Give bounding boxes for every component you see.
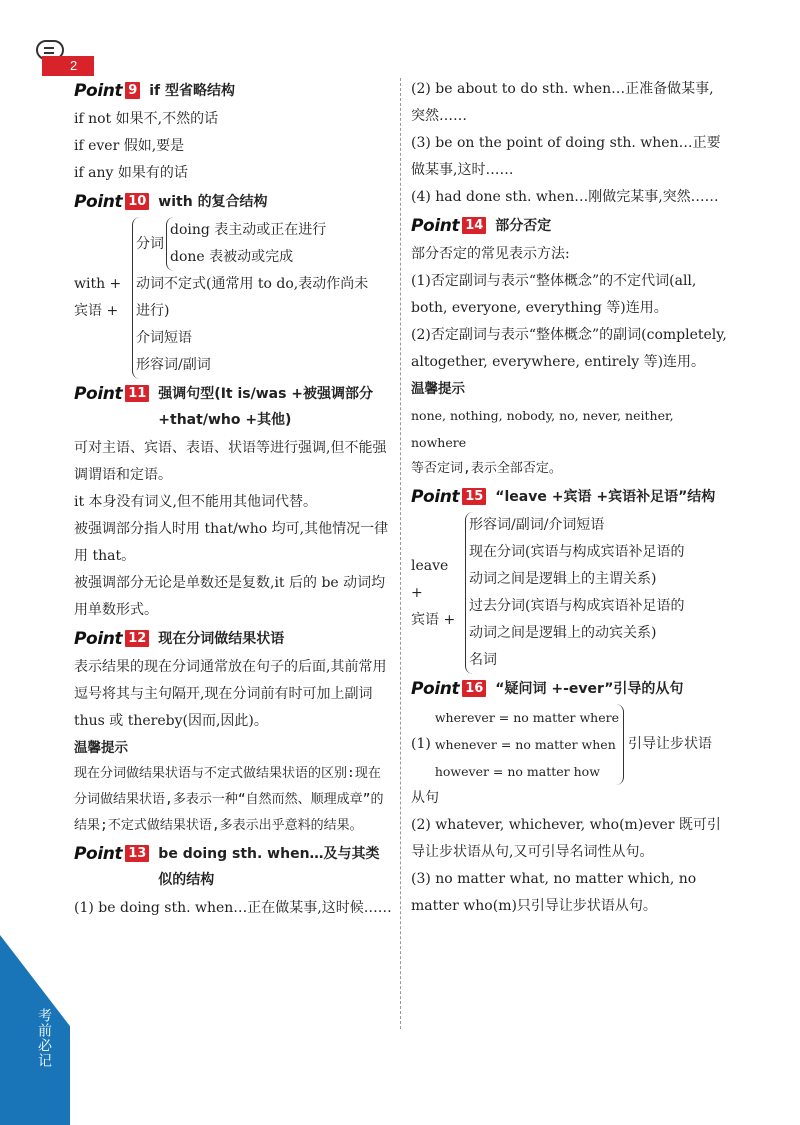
ever-line: however = no matter how [434,764,600,779]
done-line: done 表被动或完成 [170,249,294,265]
point-number: 10 [125,193,149,210]
with-label-line: 宾语 + [74,303,119,319]
tip-title: 温馨提示 [74,740,128,756]
text-para: 部分否定的常见表示方法: [411,246,570,262]
prep-line: 介词短语 [136,330,192,346]
right-column [411,76,727,920]
ever-line: wherever = no matter where [434,710,619,725]
participle-brace [166,217,326,271]
complement-item: 名词 [469,652,497,668]
tip-title: 温馨提示 [411,381,465,397]
point-title: if 型省略结构 [149,83,236,99]
text-para: 可对主语、宾语、表语、状语等进行强调,但不能强调谓语和定语。 [74,440,387,483]
leave-label-line: leave + [411,557,449,601]
point-number: 15 [462,488,486,505]
point-number: 11 [125,385,149,402]
point-word: Point [74,192,123,212]
complement-item: 动词之间是逻辑上的动宾关系) [469,625,657,641]
point-number: 16 [462,680,486,697]
text-para: (1)否定副词与表示“整体概念”的不定代词(all, both, everyone, everything 等)连用。 [411,273,697,316]
text-para: (4) had done sth. when…刚做完某事,突然…… [411,189,719,205]
text-para: (3) no matter what, no matter which, no matter who(m)只引导让步状语从句。 [411,871,697,914]
with-label [74,271,130,325]
text-line: if ever 假如,要是 [74,138,185,154]
point-title: 部分否定 [495,218,552,234]
point-16-heading [411,676,727,702]
column-divider [400,78,401,1029]
point-title: “疑问词 +-ever”引导的从句 [495,681,684,697]
complement-item: 形容词/副词/介词短语 [469,517,605,533]
text-para: it 本身没有词义,但不能用其他词代替。 [74,494,318,510]
brace-group [132,217,368,379]
point-word: Point [411,216,460,236]
point-title: with 的复合结构 [158,194,268,210]
doing-line: doing 表主动或正在进行 [170,222,327,238]
side-label: 考前必记 [36,1008,52,1068]
text-line: if any 如果有的话 [74,165,188,181]
point-word: Point [411,487,460,507]
text-para: (2) be about to do sth. when…正准备做某事,突然…… [411,81,714,124]
point-title: “leave +宾语 +宾语补足语”结构 [495,489,716,505]
text-line: if not 如果不,不然的话 [74,111,219,127]
item-number: (1) [411,736,431,752]
point-title: 强调句型(It is/was +被强调部分 +that/who +其他) [158,386,374,428]
text-para: (1) be doing sth. when…正在做某事,这时候…… [74,900,392,916]
complement-item: 过去分词(宾语与构成宾语补足语的 [469,598,685,614]
tip-text: 现在分词做结果状语与不定式做结果状语的区别:现在分词做结果状语,多表示一种“自然而然、顺理成章”的结果;不定式做结果状语,多表示出乎意料的结果。 [74,766,384,833]
with-label-line: with + [74,276,122,292]
complement-item: 现在分词(宾语与构成宾语补足语的 [469,544,685,560]
tip-text-cn: 等否定词,表示全部否定。 [411,461,562,476]
text-para: (2)否定副词与表示“整体概念”的副词(completely, altogether, everywhere, entirely 等)连用。 [411,327,727,370]
point-12-heading [74,626,392,652]
complement-item: 动词之间是逻辑上的主谓关系) [469,571,657,587]
point-word: Point [411,679,460,699]
brace-group [465,512,684,674]
leave-label-line: 宾语 + [411,611,456,628]
point-number: 14 [462,217,486,234]
text-para: (2) whatever, whichever, who(m)ever 既可引导让步状语从句,又可引导名词性从句。 [411,817,721,860]
point-10-heading [74,189,392,215]
point-number: 12 [125,630,149,647]
point-number: 13 [125,845,149,862]
point-word: Point [74,81,123,101]
infinitive-line: 进行) [136,303,170,319]
point-15-heading [411,484,727,510]
point-11-heading [74,381,392,433]
ever-brace [435,704,624,785]
with-structure [74,217,392,379]
leave-label [411,553,463,634]
point-13-heading [74,841,392,893]
point-word: Point [74,844,123,864]
infinitive-line: 动词不定式(通常用 to do,表动作尚未 [136,276,369,292]
leave-structure [411,512,727,674]
tip-text-en: none, nothing, nobody, no, never, neither, nowhere [411,408,674,450]
point-title: be doing sth. when…及与其类似的结构 [158,846,380,888]
brace-text: 引导让步状语 [628,736,712,752]
text-para: 被强调部分无论是单数还是复数,it 后的 be 动词均用单数形式。 [74,575,386,618]
left-column [74,76,392,922]
participle-group [136,217,368,271]
ever-structure [411,704,727,785]
point-14-heading [411,213,727,239]
page-number: 2 [42,56,94,76]
adj-line: 形容词/副词 [136,357,211,373]
point-title: 现在分词做结果状语 [158,631,285,647]
point-number: 9 [125,82,140,99]
point-word: Point [74,384,123,404]
text-para: 被强调部分指人时用 that/who 均可,其他情况一律用 that。 [74,521,389,564]
participle-label: 分词 [136,235,164,252]
text-line: 从句 [411,790,439,806]
text-para: (3) be on the point of doing sth. when…正要做某事,这时…… [411,135,721,178]
point-word: Point [74,629,123,649]
ever-line: whenever = no matter when [434,737,616,752]
text-para: 表示结果的现在分词通常放在句子的后面,其前常用逗号将其与主句隔开,现在分词前有时可加上副词 thus 或 thereby(因而,因此)。 [74,659,387,729]
point-9-heading [74,78,392,104]
